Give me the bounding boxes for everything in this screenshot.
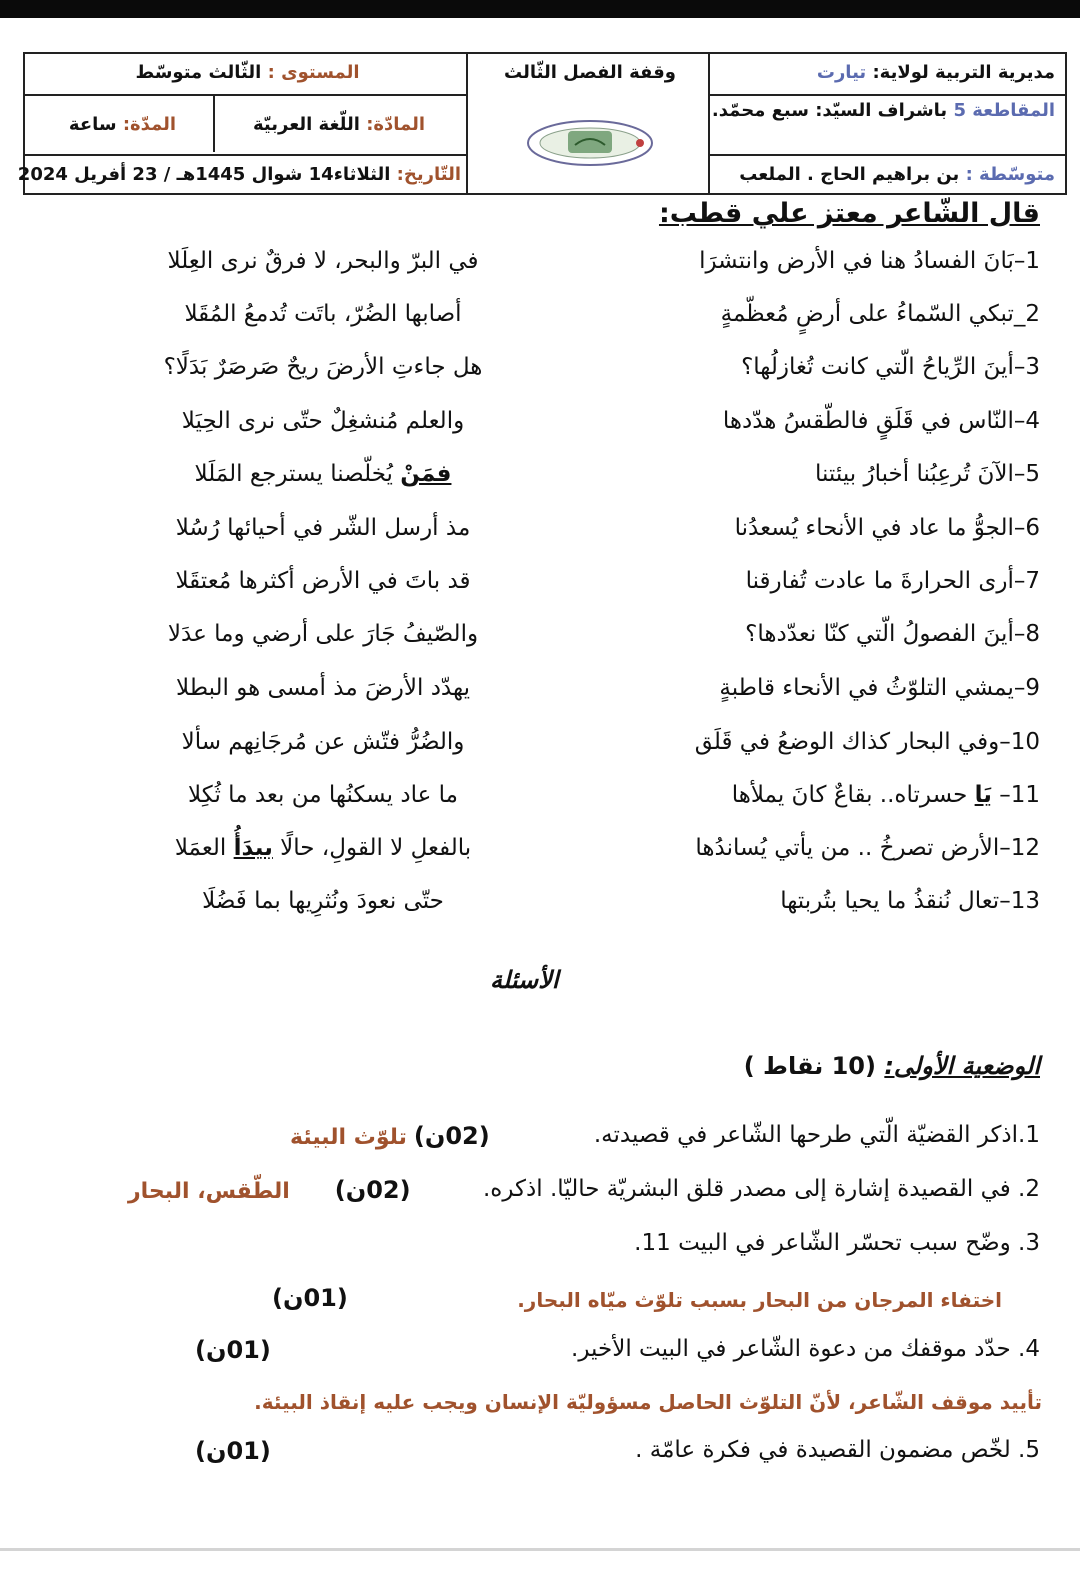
verse-first-hemistich: 7–أرى الحرارةَ ما عادت تُفارقنا (745, 568, 1040, 594)
questions-heading: الأسئلة (490, 966, 559, 994)
verse-row (0, 568, 1080, 618)
directorate-label: مديرية التربية لولاية: (872, 62, 1055, 83)
header-divider (708, 154, 1065, 156)
verse-first-hemistich (732, 782, 1040, 808)
subject-cell (219, 114, 459, 135)
level-label: المستوى : (267, 62, 360, 83)
verse-second-hemistich: أصابها الضُرّ، باتَت تُدمعُ المُقَلا (184, 301, 462, 327)
verse-first-hemistich: 10–وفي البحار كذاك الوضعُ في قَلَق (694, 729, 1040, 755)
verse-second-hemistich (108, 461, 538, 487)
verse-text: حسرتاه.. بقاعٌ كانَ يملأها (731, 782, 975, 808)
school-label: متوسّطة : (965, 164, 1055, 185)
verse-row (0, 461, 1080, 511)
verse-row (0, 675, 1080, 725)
question-4-points: (01ن) (195, 1336, 271, 1364)
answer-4: تأييد موقف الشّاعر، لأنّ التلوّث الحاصل مسؤوليّة الإنسان ويجب عليه إنقاذ البيئة. (254, 1390, 1042, 1414)
duration-label: المدّة: (122, 114, 177, 135)
verse-row (0, 301, 1080, 351)
question-text: 5. لخّص مضمون القصيدة في فكرة عامّة . (635, 1437, 1040, 1463)
duration-cell (35, 114, 210, 135)
question-3 (634, 1230, 1040, 1256)
question-points: (02ن) (413, 1122, 490, 1150)
duration-value: ساعة (68, 114, 117, 135)
header-divider (25, 94, 466, 96)
question-3-points: (01ن) (272, 1284, 348, 1312)
verse-first-hemistich: 3–أينَ الرِّياحُ الّتي كانت تُغازلُها؟ (741, 354, 1040, 380)
verse-second-hemistich: مذ أرسل الشّر في أحيائها رُسُلا (175, 515, 471, 541)
level-cell (35, 62, 460, 83)
verse-text: 11– (991, 782, 1040, 808)
verse-second-hemistich: والعلم مُنشغِلٌ حتّى نرى الحِيَلا (181, 408, 465, 434)
verse-first-hemistich: 2_تبكي السّماءُ على أرضٍ مُعظّمةٍ (720, 301, 1040, 327)
date-value: الثلاثاء14 شوال 1445هـ / 23 أفريل 2024 (17, 164, 391, 185)
answer-text: الطّقس، البحار (128, 1179, 290, 1204)
question-4 (571, 1336, 1040, 1362)
emphasized-word: فمَنْ (400, 461, 452, 487)
verse-second-hemistich: قد باتَ في الأرض أكثرها مُعتقَلا (175, 568, 471, 594)
verse-text: بالفعلِ لا القولِ، حالًا (272, 835, 472, 861)
verse-second-hemistich (108, 835, 538, 861)
verse-second-hemistich: يهدّد الأرضَ مذ أمسى هو البطلا (175, 675, 471, 701)
question-1 (594, 1122, 1040, 1148)
school-logo-icon (520, 105, 660, 177)
question-points: (02ن) (334, 1176, 411, 1204)
verse-row (0, 515, 1080, 565)
verse-row (0, 248, 1080, 298)
verse-second-hemistich: هل جاءتِ الأرضَ ريحٌ صَرصَرٌ بَدَلًا؟ (163, 354, 483, 380)
exam-title: وقفة الفصل الثّالث (504, 62, 676, 83)
verse-text: يُخلّصنا يسترجع المَلَلا (194, 461, 401, 487)
verse-row (0, 888, 1080, 938)
emphasized-word: بيدَأُ (233, 835, 273, 861)
directorate-cell (817, 62, 1055, 83)
header-divider (466, 54, 468, 193)
header-divider (708, 54, 710, 193)
verse-text: العمَلا (174, 835, 234, 861)
question-text: 3. وضّح سبب تحسّر الشّاعر في البيت 11. (634, 1230, 1040, 1256)
header-divider (708, 94, 1065, 96)
school-cell (739, 164, 1055, 185)
situation-points: (10 نقاط ) (743, 1052, 876, 1080)
answer-text: تلوّث البيئة (290, 1125, 407, 1150)
verse-row (0, 621, 1080, 671)
level-value: الثّالث متوسّط (135, 62, 262, 83)
subject-label: المادّة: (366, 114, 426, 135)
verse-row (0, 835, 1080, 885)
district-value: باشراف السيّد: سبع محمّد. (711, 100, 948, 121)
question-5 (635, 1437, 1040, 1463)
situation-heading (744, 1052, 1040, 1080)
question-text: 4. حدّد موقفك من دعوة الشّاعر في البيت الأخير. (571, 1336, 1040, 1362)
bottom-divider (0, 1548, 1080, 1551)
situation-label: الوضعية الأولى: (884, 1052, 1040, 1080)
header-divider (25, 154, 466, 156)
verse-first-hemistich: 5–الآنَ تُرعِبُنا أخبارُ بيئتنا (814, 461, 1040, 487)
top-bar (0, 0, 1080, 18)
verse-second-hemistich: حتّى نعودَ ونُثرِيها بما فَضُلَا (202, 888, 444, 914)
verse-first-hemistich: 9–يمشي التلوّثُ في الأنحاء قاطبةٍ (719, 675, 1040, 701)
district-label: المقاطعة 5 (953, 100, 1055, 121)
verse-first-hemistich: 12–الأرض تصرخُ .. من يأتي يُساندُها (695, 835, 1040, 861)
answer-3: اختفاء المرجان من البحار بسبب تلوّث ميّاه البحار. (517, 1288, 1002, 1312)
header-divider (213, 94, 215, 152)
answer-1-row (290, 1122, 490, 1150)
verse-second-hemistich: ما عاد يسكنُها من بعد ما ثُكِلا (188, 782, 458, 808)
date-cell (17, 164, 461, 185)
question-text: 1.اذكر القضيّة الّتي طرحها الشّاعر في قصيدته. (593, 1122, 1040, 1148)
verse-second-hemistich: والصّيفُ جَارَ على أرضي وما عدَلا (167, 621, 479, 647)
verse-row (0, 729, 1080, 779)
question-5-points: (01ن) (195, 1437, 271, 1465)
verse-first-hemistich: 6–الجوُّ ما عاد في الأنحاء يُسعدُنا (734, 515, 1040, 541)
question-text: 2. في القصيدة إشارة إلى مصدر قلق البشريّة حاليّا. اذكره. (483, 1176, 1040, 1202)
district-cell (712, 100, 1055, 121)
date-label: التّاريخ: (396, 164, 461, 185)
verse-second-hemistich: في البرّ والبحر، لا فرقٌ نرى العِلَلا (167, 248, 479, 274)
verse-row (0, 408, 1080, 458)
answer-2-row (128, 1176, 411, 1204)
emphasized-word: يَا (974, 782, 992, 808)
verse-first-hemistich: 1–بَانَ الفسادُ هنا في الأرض وانتشرَا (699, 248, 1040, 274)
verse-first-hemistich: 13–تعال نُنقذُ ما يحيا بتُربتها (780, 888, 1040, 914)
verse-second-hemistich: والضُرُّ فتّش عن مُرجَانِهم سألا (181, 729, 465, 755)
verse-row (0, 782, 1080, 832)
subject-value: اللّغة العربيّة (252, 114, 360, 135)
verse-first-hemistich: 4–النّاس في قَلَقٍ فالطّقسُ هدّدها (722, 408, 1040, 434)
question-2 (483, 1176, 1040, 1202)
poem-title: قال الشّاعر معتز علي قطب: (658, 198, 1040, 229)
verse-row (0, 354, 1080, 404)
directorate-value: تيارت (816, 62, 867, 83)
school-value: بن براهيم الحاج . الملعب (739, 164, 960, 185)
verse-first-hemistich: 8–أينَ الفصولُ الّتي كنّا نعدّدها؟ (745, 621, 1040, 647)
